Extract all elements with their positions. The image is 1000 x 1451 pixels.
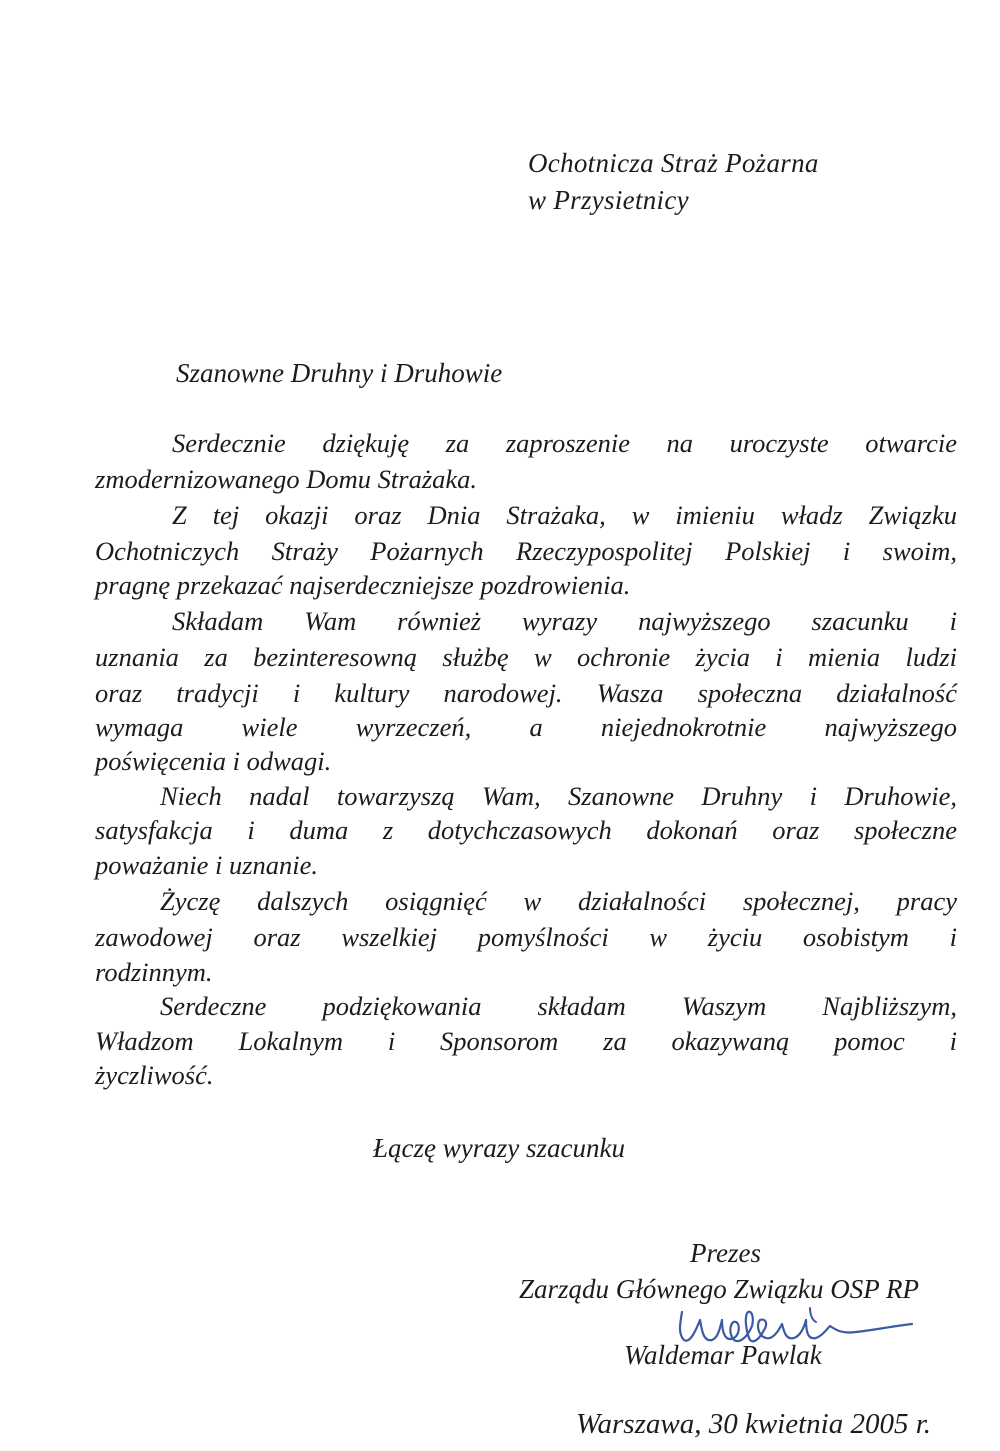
closing-phrase: Łączę wyrazy szacunku <box>373 1133 625 1163</box>
body-line: Serdeczne podziękowania składam Waszym Najbliższym, <box>160 991 957 1021</box>
body-line: wymaga wiele wyrzeczeń, a niejednokrotnie najwyższego <box>95 712 957 742</box>
body-line: rodzinnym. <box>95 957 213 987</box>
body-line: zmodernizowanego Domu Strażaka. <box>95 464 478 494</box>
body-line: Życzę dalszych osiągnięć w działalności społecznej, pracy <box>160 886 957 916</box>
body-line: uznania za bezinteresowną służbę w ochronie życia i mienia ludzi <box>95 642 957 672</box>
body-line: satysfakcja i duma z dotychczasowych dokonań oraz społeczne <box>95 815 957 845</box>
body-line: zawodowej oraz wszelkiej pomyślności w życiu osobistym i <box>95 922 957 952</box>
body-line: Z tej okazji oraz Dnia Strażaka, w imieniu władz Związku <box>172 500 957 530</box>
body-line: oraz tradycji i kultury narodowej. Wasza społeczna działalność <box>95 678 957 708</box>
body-line: Niech nadal towarzyszą Wam, Szanowne Druhny i Druhowie, <box>160 781 957 811</box>
body-line: Władzom Lokalnym i Sponsorom za okazywaną pomoc i <box>95 1026 957 1056</box>
recipient-line-1: Ochotnicza Straż Pożarna <box>528 148 819 178</box>
body-line: Ochotniczych Straży Pożarnych Rzeczypospolitej Polskiej i swoim, <box>95 536 957 566</box>
date-line: Warszawa, 30 kwietnia 2005 r. <box>576 1408 932 1440</box>
body-line: pragnę przekazać najserdeczniejsze pozdrowienia. <box>95 570 631 600</box>
body-line: Składam Wam również wyrazy najwyższego szacunku i <box>172 606 957 636</box>
body-line: Serdecznie dziękuję za zaproszenie na uroczyste otwarcie <box>172 428 957 458</box>
salutation: Szanowne Druhny i Druhowie <box>176 358 503 388</box>
signatory-organization: Zarządu Głównego Związku OSP RP <box>519 1274 920 1304</box>
signatory-title: Prezes <box>690 1238 761 1268</box>
recipient-line-2: w Przysietnicy <box>528 185 689 215</box>
body-line: poważanie i uznanie. <box>95 850 319 880</box>
body-line: poświęcenia i odwagi. <box>95 746 332 776</box>
signatory-name: Waldemar Pawlak <box>624 1340 822 1370</box>
body-line: życzliwość. <box>95 1060 214 1090</box>
